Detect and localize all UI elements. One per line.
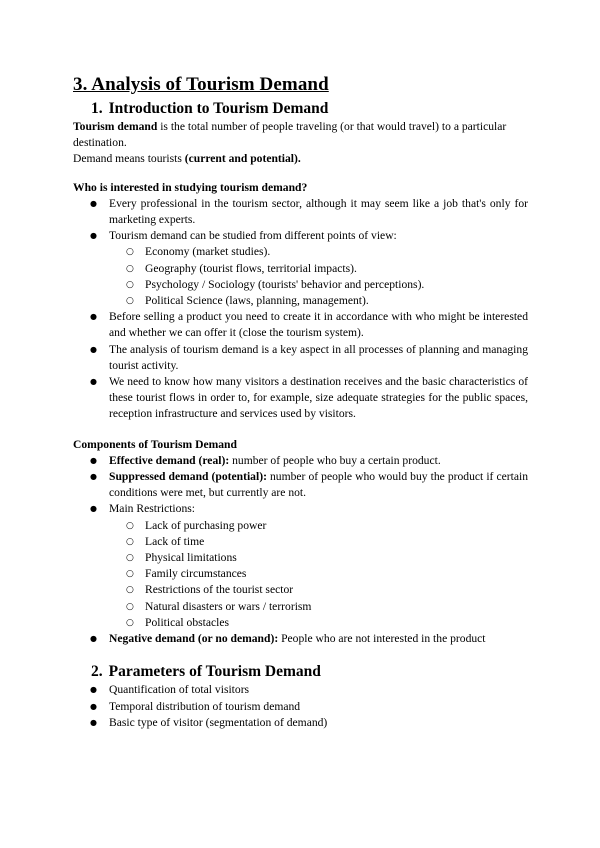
list-item: ○ Geography (tourist flows, territorial impacts). bbox=[145, 261, 528, 277]
list-item: ● Effective demand (real): number of people who buy a certain product. bbox=[109, 453, 528, 469]
points-of-view-list bbox=[109, 244, 528, 309]
list-item: ○ Lack of purchasing power bbox=[145, 518, 528, 534]
list-item: ● Before selling a product you need to create it in accordance with who might be interested and whether we can offer it (close the tourism system). bbox=[109, 309, 528, 341]
section-1-number: 1. bbox=[91, 100, 103, 117]
restrictions-list bbox=[109, 518, 528, 631]
list-item: ● Negative demand (or no demand): People who are not interested in the product bbox=[109, 631, 528, 647]
list-item: ○ Psychology / Sociology (tourists' behavior and perceptions). bbox=[145, 277, 528, 293]
list-item: ○ Lack of time bbox=[145, 534, 528, 550]
section-1-title: Introduction to Tourism Demand bbox=[108, 100, 329, 117]
list-item: ● Temporal distribution of tourism demand bbox=[109, 699, 528, 715]
who-interested-list bbox=[73, 196, 528, 423]
list-item: ○ Natural disasters or wars / terrorism bbox=[145, 599, 528, 615]
list-item: ○ Family circumstances bbox=[145, 566, 528, 582]
list-item: ○ Political Science (laws, planning, management). bbox=[145, 293, 528, 309]
section-2-title: Parameters of Tourism Demand bbox=[108, 663, 321, 681]
list-item: ○ Political obstacles bbox=[145, 615, 528, 631]
list-item: ● Suppressed demand (potential): number of people who would buy the product if certain conditions were met, but currently are not. bbox=[109, 469, 528, 501]
parameters-list bbox=[73, 682, 528, 731]
list-item: ● Quantification of total visitors bbox=[109, 682, 528, 698]
list-item: ● Basic type of visitor (segmentation of demand) bbox=[109, 715, 528, 731]
list-item: ○ Economy (market studies). bbox=[145, 244, 528, 260]
list-item: ● The analysis of tourism demand is a key aspect in all processes of planning and managing tourist activity. bbox=[109, 342, 528, 374]
components-list bbox=[73, 453, 528, 647]
definition-text: is the total number of people traveling (or that would travel) to a particular destination. bbox=[73, 120, 507, 150]
who-interested-heading: Who is interested in studying tourism demand? bbox=[73, 180, 308, 194]
demand-means-text: Demand means tourists bbox=[73, 152, 185, 166]
list-item: ● We need to know how many visitors a destination receives and the basic characteristics of these tourist flows in order to, for example, size adequate strategies for the public spaces, reception infrastructure and services used by visitors. bbox=[109, 374, 528, 423]
demand-means-bold: (current and potential). bbox=[184, 152, 301, 166]
demand-means-paragraph bbox=[73, 151, 528, 167]
components-heading: Components of Tourism Demand bbox=[73, 437, 237, 451]
list-item: ○ Restrictions of the tourist sector bbox=[145, 582, 528, 598]
list-item: ● Every professional in the tourism sector, although it may seem like a job that's only for marketing experts. bbox=[109, 196, 528, 228]
document-title: 3. Analysis of Tourism Demand bbox=[73, 74, 329, 95]
definition-term: Tourism demand bbox=[73, 120, 158, 133]
list-item: ○ Physical limitations bbox=[145, 550, 528, 566]
document-page bbox=[73, 72, 528, 731]
list-item: ● Tourism demand can be studied from different points of view: ○ Economy (market studies). ○ Geography (tourist flows, territorial impacts). ○ Psychology / Sociology (tourists' behavior and perceptions). ○ Political Science (laws, planning, management). bbox=[109, 228, 528, 309]
definition-paragraph bbox=[73, 119, 528, 151]
section-2-number: 2. bbox=[91, 663, 103, 681]
list-item: ● Main Restrictions: ○ Lack of purchasing power ○ Lack of time ○ Physical limitations ○ Family circumstances ○ Restrictions of the tourist sector ○ Natural disasters or wars / terrorism ○ Political obstacles bbox=[109, 501, 528, 631]
section-1-heading bbox=[73, 98, 528, 119]
section-2-heading bbox=[73, 661, 528, 682]
